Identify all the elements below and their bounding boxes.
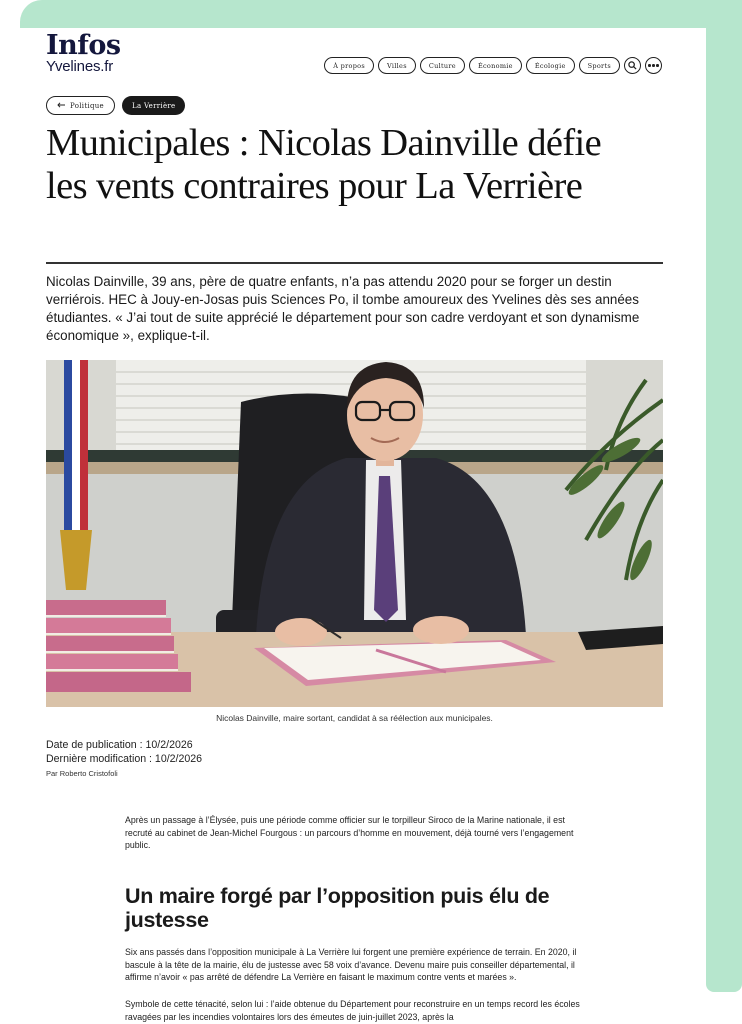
title-divider [46,262,663,264]
back-label: Politique [70,101,105,110]
publication-date: Date de publication : 10/2/2026 [46,739,193,751]
photo-caption: Nicolas Dainville, maire sortant, candidat à sa réélection aux municipales. [216,713,493,723]
back-to-category-button[interactable] [46,96,115,115]
logo-line1: Infos [46,30,121,61]
nav-culture[interactable]: Culture [420,57,465,74]
article-lead: Nicolas Dainville, 39 ans, père de quatre enfants, n’a pas attendu 2020 pour se forger un destin verriérois. HEC à Jouy-en-Josas puis Sciences Po, il tombe amoureux des Yvelines dès ses années étudiantes. « J’ai tout de suite apprécié le département pour son cadre verdoyant et son dynamisme économique », explique-t-il. [46,274,640,343]
section-heading: Un maire forgé par l’opposition puis élu de justesse [125,884,550,932]
site-logo[interactable] [46,32,121,74]
article-title: Municipales : Nicolas Dainville défie les vents contraires pour La Verrière [46,122,602,207]
article-dates [46,738,202,766]
modification-date: Dernière modification : 10/2/2026 [46,753,203,765]
article-photo [46,360,663,707]
more-menu-icon[interactable] [645,57,662,74]
search-icon[interactable] [624,57,641,74]
frame-right [706,0,742,992]
logo-line2: Yvelines.fr [46,58,113,75]
nav-ecologie[interactable]: Écologie [526,57,575,74]
arrow-left-icon [57,102,65,110]
nav-a-propos[interactable]: À propos [324,57,374,74]
nav-villes[interactable]: Villes [378,57,416,74]
main-nav [324,57,662,74]
body-paragraph-3: Symbole de cette ténacité, selon lui : l’aide obtenue du Département pour reconstruire en un temps record les écoles ravagées par les incendies volontaires lors des émeutes de juin-juillet 2023, après la [125,999,580,1022]
body-paragraph-2: Six ans passés dans l’opposition municipale à La Verrière lui forgent une première expérience de terrain. En 2020, il bascule à la tête de la mairie, élu de justesse avec 58 voix d’avance. Devenu maire puis conseiller départemental, il affirme n’avoir « pas arrêté de défendre La Verrière en faisant le maximum contre vents et marées ». [125,947,577,982]
author-byline[interactable]: Par Roberto Cristofoli [46,769,118,778]
nav-economie[interactable]: Économie [469,57,522,74]
frame-top [20,0,742,28]
breadcrumb [46,96,185,115]
nav-sports[interactable]: Sports [579,57,620,74]
body-paragraph-1: Après un passage à l’Élysée, puis une période comme officier sur le torpilleur Siroco de la Marine nationale, il est recruté au cabinet de Jean-Michel Fourgous : un parcours d’homme en mouvement, déjà tourné vers l’engagement public. [125,815,574,850]
city-tag[interactable]: La Verrière [122,96,185,115]
